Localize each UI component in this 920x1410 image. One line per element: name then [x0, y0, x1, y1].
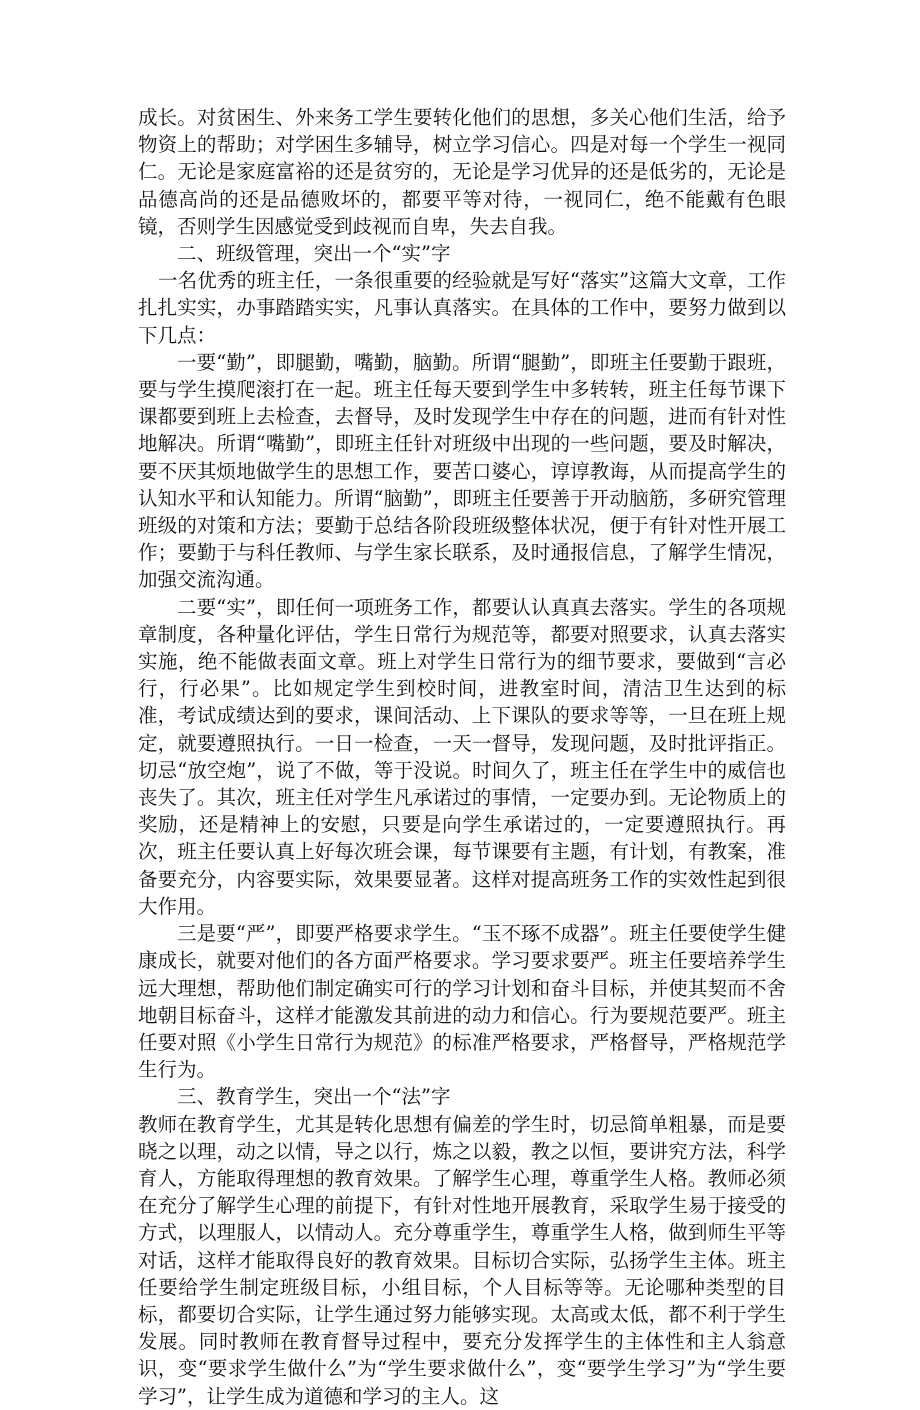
paragraph-practical: 二要“实”，即任何一项班务工作，都要认认真真去落实。学生的各项规章制度，各种量化评估，学生日常行为规范等，都要对照要求，认真去落实实施，绝不能做表面文章。班上对学生日常行为的细节要求，要做到“言必行，行必果”。比如规定学生到校时间，进教室时间，清洁卫生达到的标准，考试成绩达到的要求，课间活动、上下课队的要求等等，一旦在班上规定，就要遵照执行。一日一检查，一天一督导，发现问题，及时批评指正。切忌“放空炮”，说了不做，等于没说。时间久了，班主任在学生中的威信也丧失了。其次，班主任对学生凡承诺过的事情，一定要办到。无论物质上的奖励，还是精神上的安慰，只要是向学生承诺过的，一定要遵照执行。再次，班主任要认真上好每次班会课，每节课要有主题，有计划，有教案，准备要充分，内容要实际，效果要显著。这样对提高班务工作的实效性起到很大作用。 [138, 595, 786, 918]
paragraph-strict: 三是要“严”，即要严格要求学生。“玉不琢不成器”。班主任要使学生健康成长，就要对他们的各方面严格要求。学习要求要严。班主任要培养学生远大理想，帮助他们制定确实可行的学习计划和奋斗目标，并使其契而不舍地朝目标奋斗，这样才能激发其前进的动力和信心。行为要规范要严。班主任要对照《小学生日常行为规范》的标准严格要求，严格督导，严格规范学生行为。 [138, 922, 786, 1082]
document-page [138, 104, 786, 1410]
section-heading-2: 二、班级管理，突出一个“实”字 [177, 242, 451, 266]
section-heading-3: 三、教育学生，突出一个“法”字 [177, 1085, 451, 1109]
paragraph-diligent: 一要“勤”，即腿勤，嘴勤，脑勤。所谓“腿勤”，即班主任要勤于跟班，要与学生摸爬滚打在一起。班主任每天要到学生中多转转，班主任每节课下课都要到班上去检查，去督导，及时发现学生中存在的问题，进而有针对性地解决。所谓“嘴勤”，即班主任针对班级中出现的一些问题，要及时解决，要不厌其烦地做学生的思想工作，要苦口婆心，谆谆教诲，从而提高学生的认知水平和认知能力。所谓“脑勤”，即班主任要善于开动脑筋，多研究管理班级的对策和方法；要勤于总结各阶段班级整体状况，便于有针对性开展工作；要勤于与科任教师、与学生家长联系，及时通报信息，了解学生情况，加强交流沟通。 [138, 350, 786, 592]
paragraph-method: 教师在教育学生，尤其是转化思想有偏差的学生时，切忌简单粗暴，而是要晓之以理，动之以情，导之以行，炼之以毅，教之以恒，要讲究方法，科学育人，方能取得理想的教育效果。了解学生心理，尊重学生人格。教师必须在充分了解学生心理的前提下，有针对性地开展教育，采取学生易于接受的方式，以理服人，以情动人。充分尊重学生，尊重学生人格，做到师生平等对话，这样才能取得良好的教育效果。目标切合实际，弘扬学生主体。班主任要给学生制定班级目标，小组目标，个人目标等等。无论哪种类型的目标，都要切合实际，让学生通过努力能够实现。太高或太低，都不利于学生发展。同时教师在教育督导过程中，要充分发挥学生的主体性和主人翁意识，变“要求学生做什么”为“学生要求做什么”，变“要学生学习”为“学生要学习”，让学生成为道德和学习的主人。这 [138, 1112, 786, 1408]
paragraph-intro-practical: 一名优秀的班主任，一条很重要的经验就是写好“落实”这篇大文章，工作扎扎实实，办事踏踏实实，凡事认真落实。在具体的工作中，要努力做到以下几点： [138, 269, 786, 347]
paragraph-continuation: 成长。对贫困生、外来务工学生要转化他们的思想，多关心他们生活，给予物资上的帮助；对学困生多辅导，树立学习信心。四是对每一个学生一视同仁。无论是家庭富裕的还是贫穷的，无论是学习优异的还是低劣的，无论是品德高尚的还是品德败坏的，都要平等对待，一视同仁，绝不能戴有色眼镜，否则学生因感觉受到歧视而自卑，失去自我。 [138, 106, 786, 238]
